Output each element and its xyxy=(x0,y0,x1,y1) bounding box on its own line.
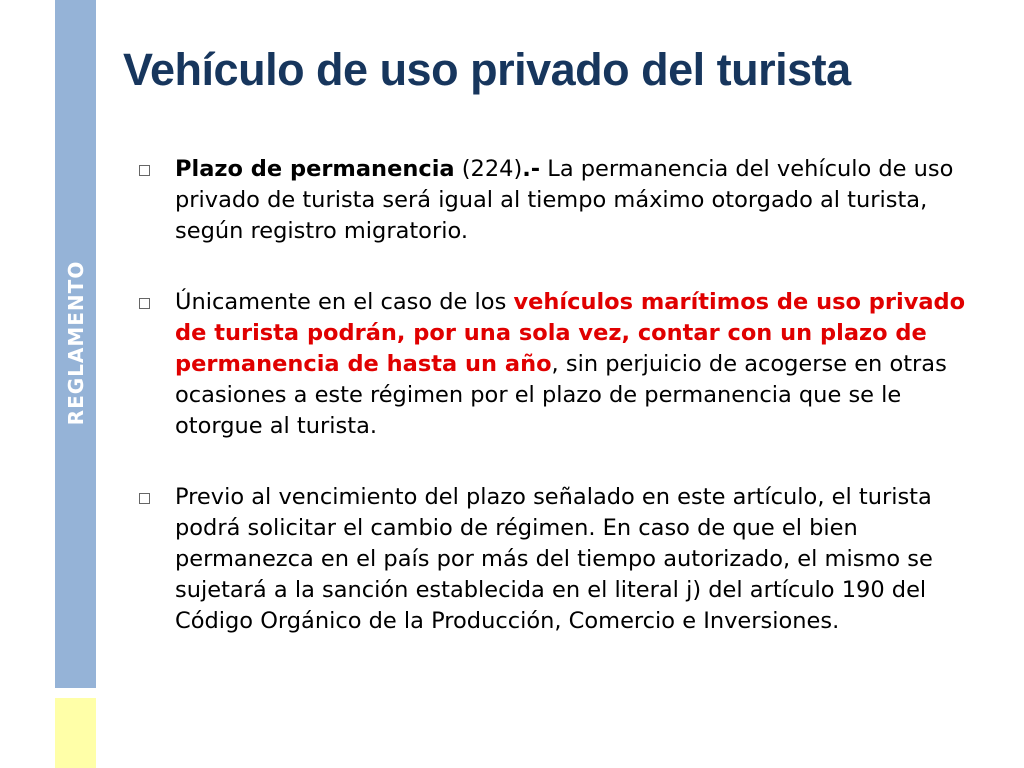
bullet-lead-ref: (224) xyxy=(454,156,523,182)
bullet-lead-bold: Plazo de permanencia xyxy=(175,156,455,182)
bullet-item-vencimiento xyxy=(139,482,989,637)
bullet-text-before: Únicamente en el caso de los xyxy=(175,289,514,315)
hollow-square-bullet-icon xyxy=(139,165,150,176)
bullet-lead-separator: .- xyxy=(522,156,541,182)
hollow-square-bullet-icon xyxy=(139,298,150,309)
bullet-list xyxy=(139,154,989,637)
bullet-item-maritimos xyxy=(139,287,989,442)
section-label: REGLAMENTO xyxy=(64,260,88,426)
bullet-text: Previo al vencimiento del plazo señalado en este artículo, el turista podrá solicitar el cambio de régimen. En caso de que el bien permanezca en el país por más del tiempo autorizado, el mismo se sujetará a la sanción establecida en el literal j) del artículo 190 del Código Orgánico de la Producción, Comercio e Inversiones. xyxy=(175,484,933,634)
slide-title: Vehículo de uso privado del turista xyxy=(123,44,851,95)
bullet-text-after: , sin perjuicio de acogerse en otras ocasiones a este régimen por el plazo de permanencia que se le otorgue al turista. xyxy=(175,351,947,439)
hollow-square-bullet-icon xyxy=(139,493,150,504)
bullet-text: La permanencia del vehículo de uso privado de turista será igual al tiempo máximo otorgado al turista, según registro migratorio. xyxy=(175,156,954,244)
bullet-highlight: vehículos marítimos de uso privado de turista podrán, por una sola vez, contar con un plazo de permanencia de hasta un año xyxy=(175,289,966,377)
side-accent-block xyxy=(55,698,96,768)
bullet-item-plazo xyxy=(139,154,989,247)
